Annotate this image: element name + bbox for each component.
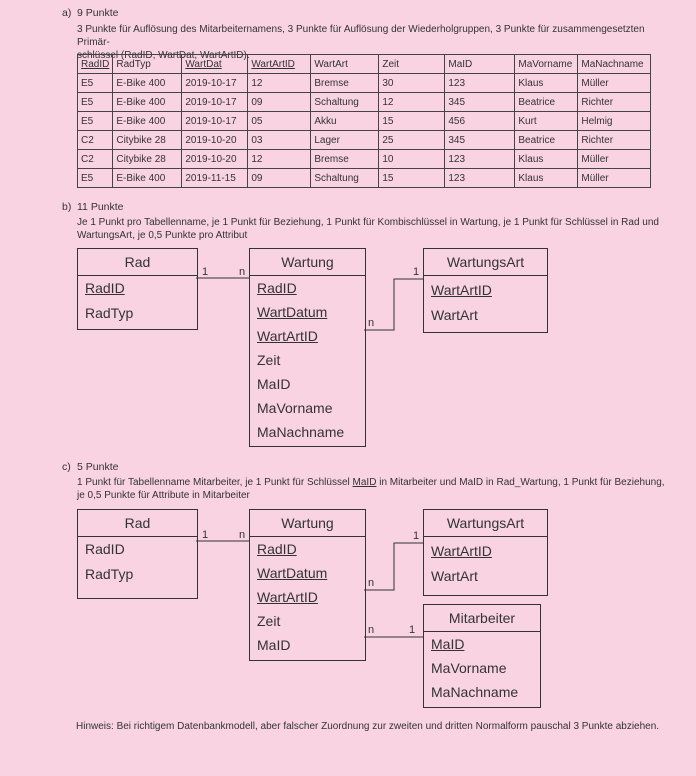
table-cell: Klaus xyxy=(515,74,578,93)
entity-mitarbeiter-c xyxy=(423,604,541,708)
table-cell: 123 xyxy=(445,74,515,93)
entity-title: Wartung xyxy=(250,249,365,276)
table-header: RadID xyxy=(78,55,113,74)
table-header: Zeit xyxy=(379,55,445,74)
entity-attr: MaID xyxy=(431,636,465,652)
table-cell: Bremse xyxy=(311,74,379,93)
table-cell: 15 xyxy=(379,112,445,131)
table-cell: 15 xyxy=(379,169,445,188)
table-cell: 25 xyxy=(379,131,445,150)
table-cell: 30 xyxy=(379,74,445,93)
entity-attr: RadID xyxy=(257,541,297,557)
table-cell: E5 xyxy=(78,74,113,93)
table-cell: Citybike 28 xyxy=(113,150,182,169)
table-cell: Kurt xyxy=(515,112,578,131)
section-c-line1-pre: 1 Punkt für Tabellenname Mitarbeiter, je 1 Punkt für Schlüssel xyxy=(77,477,353,488)
section-a-line2: schlüssel (RadID, WartDat, WartArtID). xyxy=(77,50,250,61)
table-cell: Richter xyxy=(578,131,651,150)
table-header: WartDat xyxy=(182,55,248,74)
cardinality-label: 1 xyxy=(413,266,420,278)
entity-attr: WartDatum xyxy=(257,304,328,320)
entity-wartung-b xyxy=(249,248,366,447)
table-cell: E-Bike 400 xyxy=(113,169,182,188)
cardinality-label: 1 xyxy=(202,266,209,278)
table-cell: E5 xyxy=(78,93,113,112)
entity-attr: MaNachname xyxy=(431,684,519,700)
table-header: WartArt xyxy=(311,55,379,74)
entity-attr: RadTyp xyxy=(85,566,134,582)
entity-title: Rad xyxy=(78,249,197,276)
section-c-label: c) xyxy=(62,461,71,473)
table-cell: 345 xyxy=(445,131,515,150)
entity-attr: WartArtID xyxy=(257,589,318,605)
section-b-line1: Je 1 Punkt pro Tabellenname, je 1 Punkt für Beziehung, 1 Punkt für Kombischlüssel in Wartung, je 1 Punkt für Schlüssel in Rad und xyxy=(77,217,659,228)
table-header: RadTyp xyxy=(113,55,182,74)
table-cell: E-Bike 400 xyxy=(113,93,182,112)
table-cell: Helmig xyxy=(578,112,651,131)
entity-attr: MaVorname xyxy=(431,660,507,676)
entity-attr: WartArtID xyxy=(257,328,318,344)
table-cell: Schaltung xyxy=(311,93,379,112)
section-c-description xyxy=(77,476,677,502)
entity-attr: Zeit xyxy=(257,352,281,368)
table-cell: 123 xyxy=(445,150,515,169)
section-a-line1: 3 Punkte für Auflösung des Mitarbeiternamens, 3 Punkte für Auflösung der Wiederholgruppen, 3 Punkte für zusammengesetzten Primär- xyxy=(77,24,645,48)
entity-rad-c xyxy=(77,509,198,599)
table-header: WartArtID xyxy=(248,55,311,74)
table-cell: 03 xyxy=(248,131,311,150)
table-cell: 456 xyxy=(445,112,515,131)
table-cell: Bremse xyxy=(311,150,379,169)
table-cell: Müller xyxy=(578,169,651,188)
table-cell: E-Bike 400 xyxy=(113,74,182,93)
cardinality-label: n xyxy=(368,577,375,589)
table-cell: E5 xyxy=(78,112,113,131)
entity-attr: RadID xyxy=(85,541,125,557)
table-cell: Klaus xyxy=(515,150,578,169)
section-c-line1-key: MaID xyxy=(352,477,377,488)
table-cell: 10 xyxy=(379,150,445,169)
table-cell: 12 xyxy=(248,150,311,169)
section-b-title: 11 Punkte xyxy=(77,201,124,213)
entity-attr: WartArtID xyxy=(431,543,492,559)
table-header: MaNachname xyxy=(578,55,651,74)
table-cell: Citybike 28 xyxy=(113,131,182,150)
section-a-title: 9 Punkte xyxy=(77,7,119,19)
entity-wartung-c xyxy=(249,509,366,661)
table-cell: Lager xyxy=(311,131,379,150)
table-cell: 09 xyxy=(248,169,311,188)
table-cell: 09 xyxy=(248,93,311,112)
entity-attr: MaID xyxy=(257,637,291,653)
table-cell: 12 xyxy=(379,93,445,112)
entity-attr: MaVorname xyxy=(257,400,333,416)
entity-attr: RadID xyxy=(257,280,297,296)
table-cell: 345 xyxy=(445,93,515,112)
table-cell: Schaltung xyxy=(311,169,379,188)
entity-title: Rad xyxy=(78,510,197,537)
table-cell: 2019-10-17 xyxy=(182,74,248,93)
entity-attr: Zeit xyxy=(257,613,281,629)
table-cell: E-Bike 400 xyxy=(113,112,182,131)
table-cell: C2 xyxy=(78,131,113,150)
entity-attr: WartArtID xyxy=(431,282,492,298)
section-a-label: a) xyxy=(62,7,72,19)
entity-title: WartungsArt xyxy=(424,510,547,537)
table-cell: 2019-10-17 xyxy=(182,112,248,131)
section-c-title: 5 Punkte xyxy=(77,461,119,473)
table-cell: 2019-10-17 xyxy=(182,93,248,112)
cardinality-label: 1 xyxy=(202,529,209,541)
entity-attr: MaID xyxy=(257,376,291,392)
section-b-line2: WartungsArt, je 0,5 Punkte pro Attribut xyxy=(77,230,248,241)
cardinality-label: n xyxy=(239,266,246,278)
table-cell: 2019-10-20 xyxy=(182,131,248,150)
table-cell: Akku xyxy=(311,112,379,131)
table-cell: C2 xyxy=(78,150,113,169)
entity-attr: WartArt xyxy=(431,307,478,323)
cardinality-label: n xyxy=(239,529,246,541)
table-cell: 2019-11-15 xyxy=(182,169,248,188)
table-cell: Beatrice xyxy=(515,93,578,112)
entity-wartungsart-b xyxy=(423,248,548,333)
table-cell: 12 xyxy=(248,74,311,93)
cardinality-label: n xyxy=(368,624,375,636)
cardinality-label: 1 xyxy=(409,624,416,636)
section-b-label: b) xyxy=(62,201,72,213)
entity-attr: RadID xyxy=(85,280,125,296)
entity-attr: WartArt xyxy=(431,568,478,584)
table-header: MaVorname xyxy=(515,55,578,74)
table-cell: Richter xyxy=(578,93,651,112)
table-cell: E5 xyxy=(78,169,113,188)
section-c-line2: je 0,5 Punkte für Attribute in Mitarbeiter xyxy=(77,490,250,501)
table-cell: 05 xyxy=(248,112,311,131)
entity-title: Wartung xyxy=(250,510,365,537)
entity-title: Mitarbeiter xyxy=(424,605,540,632)
entity-wartungsart-c xyxy=(423,509,548,596)
table-cell: Beatrice xyxy=(515,131,578,150)
section-c-line1-post: in Mitarbeiter und MaID in Rad_Wartung, 1 Punkt für Beziehung, xyxy=(376,477,665,488)
entity-attr: RadTyp xyxy=(85,305,134,321)
entity-title: WartungsArt xyxy=(424,249,547,276)
hint-text: Hinweis: Bei richtigem Datenbankmodell, aber falscher Zuordnung zur zweiten und dritten Normalform pauschal 3 Punkte abziehen. xyxy=(76,721,660,732)
section-c-line1 xyxy=(77,476,677,489)
entity-rad-b xyxy=(77,248,198,330)
table-header: MaID xyxy=(445,55,515,74)
cardinality-label: 1 xyxy=(413,530,420,542)
table-cell: 123 xyxy=(445,169,515,188)
table-cell: Müller xyxy=(578,74,651,93)
table-cell: Klaus xyxy=(515,169,578,188)
entity-attr: MaNachname xyxy=(257,424,345,440)
table-cell: 2019-10-20 xyxy=(182,150,248,169)
entity-attr: WartDatum xyxy=(257,565,328,581)
table-cell: Müller xyxy=(578,150,651,169)
cardinality-label: n xyxy=(368,317,375,329)
